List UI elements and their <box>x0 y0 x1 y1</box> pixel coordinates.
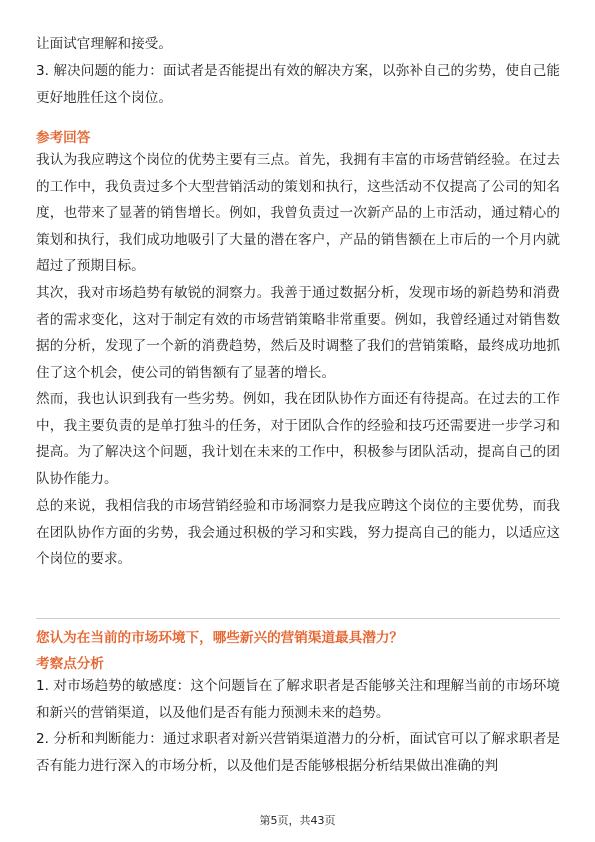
reference-answer-heading: 参考回答 <box>36 130 91 146</box>
answer-paragraph-2: 其次，我对市场趋势有敏锐的洞察力。我善于通过数据分析，发现市场的新趋势和消费者的需求变化，这对于制定有效的市场营销策略非常重要。例如，我曾经通过对销售数据的分析，发现了一个新的消费趋势，然后及时调整了我们的营销策略，最终成功地抓住了这个机会，使公司的销售额有了显著的增长。 <box>36 285 560 381</box>
analysis-point-1: 1. 对市场趋势的敏感度：这个问题旨在了解求职者是否能够关注和理解当前的市场环境和新兴的营销渠道，以及他们是否有能力预测未来的趋势。 <box>36 678 560 721</box>
paragraph-problem-solving: 3. 解决问题的能力：面试者是否能提出有效的解决方案，以弥补自己的劣势，使自己能更好地胜任这个岗位。 <box>36 63 560 106</box>
answer-paragraph-1: 我认为我应聘这个岗位的优势主要有三点。首先，我拥有丰富的市场营销经验。在过去的工作中，我负责过多个大型营销活动的策划和执行，这些活动不仅提高了公司的知名度，也带来了显著的销售增长。例如，我曾负责过一次新产品的上市活动，通过精心的策划和执行，我们成功地吸引了大量的潜在客户，产品的销售额在上市后的一个月内就超过了预期目标。 <box>36 152 560 275</box>
question-heading: 您认为在当前的市场环境下，哪些新兴的营销渠道最具潜力？ <box>36 630 404 646</box>
paragraph-continuation: 让面试官理解和接受。 <box>36 36 172 52</box>
answer-paragraph-4: 总的来说，我相信我的市场营销经验和市场洞察力是我应聘这个岗位的主要优势，而我在团队协作方面的劣势，我会通过积极的学习和实践，努力提高自己的能力，以适应这个岗位的要求。 <box>36 498 560 568</box>
analysis-heading: 考察点分析 <box>36 656 104 672</box>
answer-paragraph-3: 然而，我也认识到我有一些劣势。例如，我在团队协作方面还有待提高。在过去的工作中，我主要负责的是单打独斗的任务，对于团队合作的经验和技巧还需要进一步学习和提高。为了解决这个问题，我计划在未来的工作中，积极参与团队活动，提高自己的团队协作能力。 <box>36 391 560 487</box>
page-number-footer: 第5页，共43页 <box>259 814 336 827</box>
analysis-point-2: 2. 分析和判断能力：通过求职者对新兴营销渠道潜力的分析，面试官可以了解求职者是否有能力进行深入的市场分析，以及他们是否能够根据分析结果做出准确的判 <box>36 731 560 774</box>
section-divider <box>36 618 560 619</box>
